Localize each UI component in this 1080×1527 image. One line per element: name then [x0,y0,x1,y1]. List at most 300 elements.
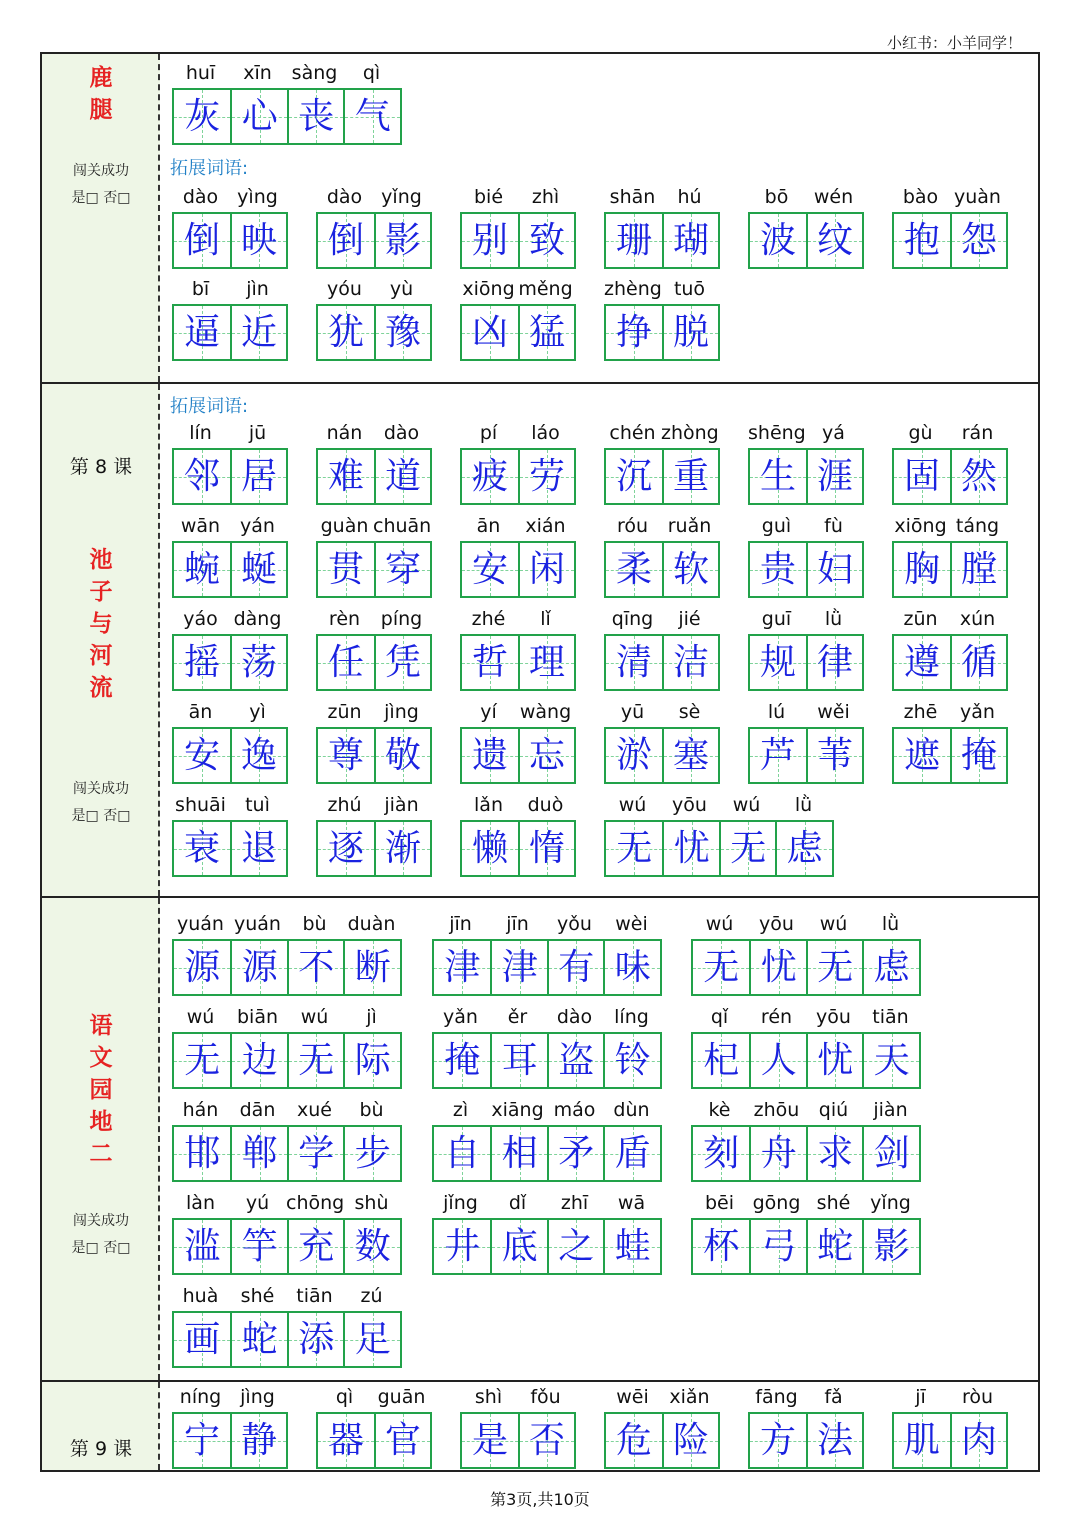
pinyin: jì [366,1006,377,1028]
hanzi-character: 步 [354,1133,391,1174]
pinyin: qì [362,62,381,84]
lesson-sidebar [42,384,160,896]
title-char: 腿 [89,96,113,123]
pinyin: chén [609,422,656,444]
pinyin: zūn [903,608,938,630]
tianzige-cell [230,1414,286,1467]
hanzi-character: 安 [183,735,220,776]
pinyin: táng [955,515,1000,537]
hanzi-character: 生 [759,456,796,497]
tianzige-cell [862,941,919,994]
hanzi-character: 掩 [960,735,997,776]
hanzi-character: 荡 [240,642,277,683]
character-grid [316,212,432,269]
pinyin: shé [240,1285,275,1307]
tianzige-cell [230,214,286,267]
pinyin: wú [618,794,647,816]
hanzi-character: 底 [501,1226,538,1267]
hanzi-character: 软 [672,549,709,590]
hanzi-character: 犹 [327,312,364,353]
pass-text: 闯关成功 [73,781,129,797]
pass-checkbox-label [42,158,160,212]
hanzi-character: 逼 [183,312,220,353]
pinyin: zú [360,1285,383,1307]
hanzi-character: 忧 [673,828,710,869]
pinyin: pí [479,422,498,444]
tianzige-cell [894,729,950,782]
pinyin: wú [186,1006,215,1028]
hanzi-character: 忧 [817,1040,854,1081]
character-grid [460,634,576,691]
lesson-section [42,54,1038,384]
tianzige-cell [662,636,718,689]
tianzige-cell [343,90,400,143]
hanzi-character: 沉 [615,456,652,497]
hanzi-character: 柔 [615,549,652,590]
pinyin: yú [245,1192,270,1214]
hanzi-character: 哲 [471,642,508,683]
hanzi-character: 影 [384,220,421,261]
character-grid [432,939,662,996]
hanzi-character: 自 [444,1133,481,1174]
pinyin: jìn [246,278,269,300]
tianzige-cell [547,1034,604,1087]
character-grid [691,1032,921,1089]
character-grid [172,304,288,361]
lesson-title [42,62,160,126]
pinyin: qiú [818,1099,849,1121]
pinyin: bō [764,186,789,208]
character-grid [460,212,576,269]
pinyin: duàn [347,913,396,935]
hanzi-character: 津 [501,947,538,988]
hanzi-character: 断 [354,947,391,988]
pinyin: shān [609,186,656,208]
character-grid [892,448,1008,505]
tianzige-cell [950,729,1006,782]
hanzi-character: 衰 [183,828,220,869]
hanzi-character: 法 [816,1420,853,1461]
pinyin: bī [191,278,210,300]
character-grid [432,1032,662,1089]
tianzige-cell [662,214,718,267]
tianzige-cell [749,1034,806,1087]
hanzi-character: 致 [528,220,565,261]
lesson-number: 第 9 课 [69,1438,133,1460]
pinyin: dàng [233,608,282,630]
tianzige-cell [462,822,518,875]
tianzige-cell [862,1220,919,1273]
pinyin: lǜ [794,794,813,816]
tianzige-cell [806,214,862,267]
tianzige-cell [806,1414,862,1467]
hanzi-character: 弓 [760,1226,797,1267]
tianzige-cell [518,450,574,503]
hanzi-character: 蛙 [614,1226,651,1267]
hanzi-character: 苇 [816,735,853,776]
tianzige-cell [374,822,430,875]
hanzi-character: 妇 [816,549,853,590]
character-grid [604,212,720,269]
tianzige-cell [287,1034,344,1087]
pinyin: zhòng [661,422,719,444]
tianzige-cell [287,90,344,143]
tianzige-cell [462,214,518,267]
tianzige-cell [606,636,662,689]
hanzi-character: 倒 [183,220,220,261]
pinyin: lǜ [824,608,843,630]
hanzi-character: 无 [616,828,653,869]
tianzige-cell [518,1414,574,1467]
hanzi-character: 固 [903,456,940,497]
pinyin: jié [678,608,701,630]
hanzi-character: 虑 [786,828,823,869]
pinyin: jīn [449,913,472,935]
character-grid [604,727,720,784]
hanzi-character: 耳 [501,1040,538,1081]
pinyin: jiàn [384,794,419,816]
hanzi-character: 蜿 [183,549,220,590]
tianzige-cell [606,543,662,596]
pinyin: rèn [328,608,361,630]
character-grid [172,820,288,877]
tianzige-cell [343,1127,400,1180]
tianzige-cell [318,214,374,267]
tianzige-cell [603,941,660,994]
hanzi-character: 矛 [558,1133,595,1174]
hanzi-character: 摇 [183,642,220,683]
pinyin: shì [474,1386,503,1408]
character-grid [172,1311,402,1368]
character-grid [432,1218,662,1275]
tianzige-cell [547,941,604,994]
tianzige-cell [287,941,344,994]
tianzige-cell [750,729,806,782]
pinyin: yóu [327,278,362,300]
hanzi-character: 边 [241,1040,278,1081]
character-grid [691,939,921,996]
pinyin: gōng [752,1192,801,1214]
title-char: 与 [89,610,113,637]
pinyin: jī [915,1386,926,1408]
hanzi-character: 忧 [760,947,797,988]
pinyin: líng [614,1006,649,1028]
hanzi-character: 穿 [384,549,421,590]
pinyin: lǐ [540,608,551,630]
character-grid [748,448,864,505]
lesson-section [42,1382,1038,1470]
pinyin: yí [480,701,497,723]
extended-words-label: 拓展词语: [170,396,249,417]
pinyin: nán [326,422,363,444]
hanzi-character: 铃 [614,1040,651,1081]
hanzi-character: 任 [327,642,364,683]
lesson-section [42,898,1038,1382]
hanzi-character: 忘 [528,735,565,776]
pinyin: fāng [755,1386,798,1408]
pinyin: bù [302,913,327,935]
hanzi-character: 懒 [471,828,508,869]
hanzi-character: 凶 [471,312,508,353]
hanzi-character: 难 [327,456,364,497]
pinyin: shuāi [175,794,226,816]
hanzi-character: 逸 [240,735,277,776]
pinyin: yū [620,701,645,723]
hanzi-character: 邻 [183,456,220,497]
tianzige-cell [950,1414,1006,1467]
hanzi-character: 足 [354,1319,391,1360]
hanzi-character: 求 [817,1133,854,1174]
tianzige-cell [462,306,518,359]
tianzige-cell [174,214,230,267]
hanzi-character: 人 [760,1040,797,1081]
title-char: 文 [89,1044,113,1071]
tianzige-cell [318,1414,374,1467]
extended-words-label: 拓展词语: [170,158,249,179]
tianzige-cell [230,543,286,596]
hanzi-character: 胸 [903,549,940,590]
pinyin: yōu [672,794,707,816]
hanzi-character: 膛 [960,549,997,590]
character-grid [316,541,432,598]
pinyin: yán [240,515,275,537]
tianzige-cell [287,1220,344,1273]
tianzige-cell [806,1220,863,1273]
tianzige-cell [518,306,574,359]
pinyin: wā [617,1192,646,1214]
character-grid [172,1032,402,1089]
tianzige-cell [174,636,230,689]
pinyin: yuàn [954,186,1001,208]
hanzi-character: 然 [960,456,997,497]
tianzige-cell [693,1127,749,1180]
page-number: 第3页,共10页 [490,1490,590,1509]
tianzige-cell [174,1414,230,1467]
hanzi-character: 规 [759,642,796,683]
pass-options: 是□ 否□ [71,808,131,824]
character-grid [172,212,288,269]
pinyin: biān [236,1006,279,1028]
pinyin: jǐng [443,1192,478,1214]
tianzige-cell [750,636,806,689]
tianzige-cell [518,822,574,875]
tianzige-cell [462,450,518,503]
pinyin: yáo [183,608,218,630]
hanzi-character: 猛 [528,312,565,353]
pinyin: bù [359,1099,384,1121]
hanzi-character: 涯 [816,456,853,497]
tianzige-cell [434,1127,490,1180]
hanzi-character: 抱 [903,220,940,261]
pinyin: huī [185,62,216,84]
pinyin: dān [239,1099,276,1121]
hanzi-character: 循 [960,642,997,683]
hanzi-character: 滥 [184,1226,221,1267]
pass-checkbox-label [42,776,160,830]
pinyin: jiàn [873,1099,908,1121]
hanzi-character: 无 [298,1040,335,1081]
pinyin: tiān [296,1285,333,1307]
character-grid [316,634,432,691]
hanzi-character: 气 [354,96,391,137]
tianzige-cell [606,306,662,359]
pinyin: dǐ [508,1192,527,1214]
tianzige-cell [662,450,718,503]
hanzi-character: 尊 [327,735,364,776]
tianzige-cell [462,636,518,689]
hanzi-character: 盾 [614,1133,651,1174]
tianzige-cell [230,1034,287,1087]
pinyin: chōng [286,1192,345,1214]
pinyin: kè [708,1099,731,1121]
character-grid [892,727,1008,784]
character-grid [604,304,720,361]
title-char: 二 [89,1140,113,1167]
tianzige-cell [318,636,374,689]
pinyin: měng [518,278,573,300]
tianzige-cell [603,1220,660,1273]
pinyin: yìng [237,186,278,208]
pinyin: guī [761,608,792,630]
hanzi-character: 学 [298,1133,335,1174]
title-char: 地 [89,1108,113,1135]
tianzige-cell [174,543,230,596]
pinyin: zhī [560,1192,589,1214]
character-grid [892,634,1008,691]
tianzige-cell [490,941,547,994]
pinyin: ān [188,701,213,723]
tianzige-cell [547,1127,604,1180]
hanzi-character: 无 [184,1040,221,1081]
hanzi-character: 瑚 [672,220,709,261]
tianzige-cell [693,941,749,994]
tianzige-cell [662,543,718,596]
hanzi-character: 近 [240,312,277,353]
tianzige-cell [806,729,862,782]
pinyin: wèi [615,913,648,935]
hanzi-character: 丧 [298,96,335,137]
hanzi-character: 舟 [760,1133,797,1174]
pinyin: yǎn [443,1006,478,1028]
hanzi-character: 倒 [327,220,364,261]
pinyin: guì [761,515,792,537]
tianzige-cell [434,1220,490,1273]
pinyin: fǒu [530,1386,561,1408]
pinyin: láo [531,422,560,444]
hanzi-character: 杞 [703,1040,740,1081]
character-grid [316,820,432,877]
pinyin: máo [553,1099,596,1121]
character-grid [432,1125,662,1182]
pinyin: lǜ [881,913,900,935]
pinyin: làn [186,1192,215,1214]
character-grid [748,1412,864,1469]
tianzige-cell [518,729,574,782]
hanzi-character: 贯 [327,549,364,590]
tianzige-cell [894,214,950,267]
hanzi-character: 器 [327,1420,364,1461]
pinyin: jū [248,422,267,444]
hanzi-character: 闲 [528,549,565,590]
pinyin: zhé [471,608,506,630]
tianzige-cell [230,822,286,875]
tianzige-cell [174,1313,230,1366]
pinyin: yōu [759,913,794,935]
character-grid [460,304,576,361]
pinyin: jìng [384,701,419,723]
tianzige-cell [174,1220,230,1273]
tianzige-cell [230,1127,287,1180]
pinyin: qǐ [710,1006,729,1028]
hanzi-character: 际 [354,1040,391,1081]
character-grid [172,1125,402,1182]
tianzige-cell [490,1220,547,1273]
hanzi-character: 无 [703,947,740,988]
tianzige-cell [230,729,286,782]
tianzige-cell [662,822,719,875]
pinyin: wàng [519,701,572,723]
character-grid [460,820,576,877]
pinyin: zhōu [753,1099,800,1121]
hanzi-character: 塞 [672,735,709,776]
hanzi-character: 蜒 [240,549,277,590]
hanzi-character: 肌 [903,1420,940,1461]
character-grid [691,1125,921,1182]
pinyin: wú [705,913,734,935]
tianzige-cell [230,450,286,503]
pinyin: dùn [613,1099,650,1121]
tianzige-cell [434,1034,490,1087]
pinyin: róu [616,515,649,537]
pinyin: bēi [704,1192,735,1214]
lesson-sidebar [42,1382,160,1470]
pinyin: rén [760,1006,793,1028]
character-grid [748,634,864,691]
tianzige-cell [230,1220,287,1273]
hanzi-character: 怨 [960,220,997,261]
hanzi-character: 理 [528,642,565,683]
pinyin: wú [732,794,761,816]
tianzige-cell [174,729,230,782]
character-grid [604,820,834,877]
pinyin: yǒu [557,913,592,935]
hanzi-character: 郸 [241,1133,278,1174]
tianzige-cell [950,636,1006,689]
pinyin: fǎ [824,1386,843,1408]
pinyin: huà [182,1285,219,1307]
hanzi-character: 无 [730,828,767,869]
hanzi-character: 影 [873,1226,910,1267]
tianzige-cell [374,306,430,359]
pinyin: dào [556,1006,593,1028]
pinyin: wén [813,186,854,208]
tianzige-cell [374,1414,430,1467]
pinyin: jìng [240,1386,275,1408]
character-grid [316,304,432,361]
tianzige-cell [287,1127,344,1180]
tianzige-cell [230,1313,287,1366]
pinyin: jīn [506,913,529,935]
hanzi-character: 盗 [558,1040,595,1081]
tianzige-cell [606,214,662,267]
pinyin: hú [677,186,702,208]
tianzige-cell [462,543,518,596]
character-grid [172,88,402,145]
tianzige-cell [318,450,374,503]
tianzige-cell [318,306,374,359]
hanzi-character: 律 [816,642,853,683]
pinyin: ruǎn [667,515,712,537]
